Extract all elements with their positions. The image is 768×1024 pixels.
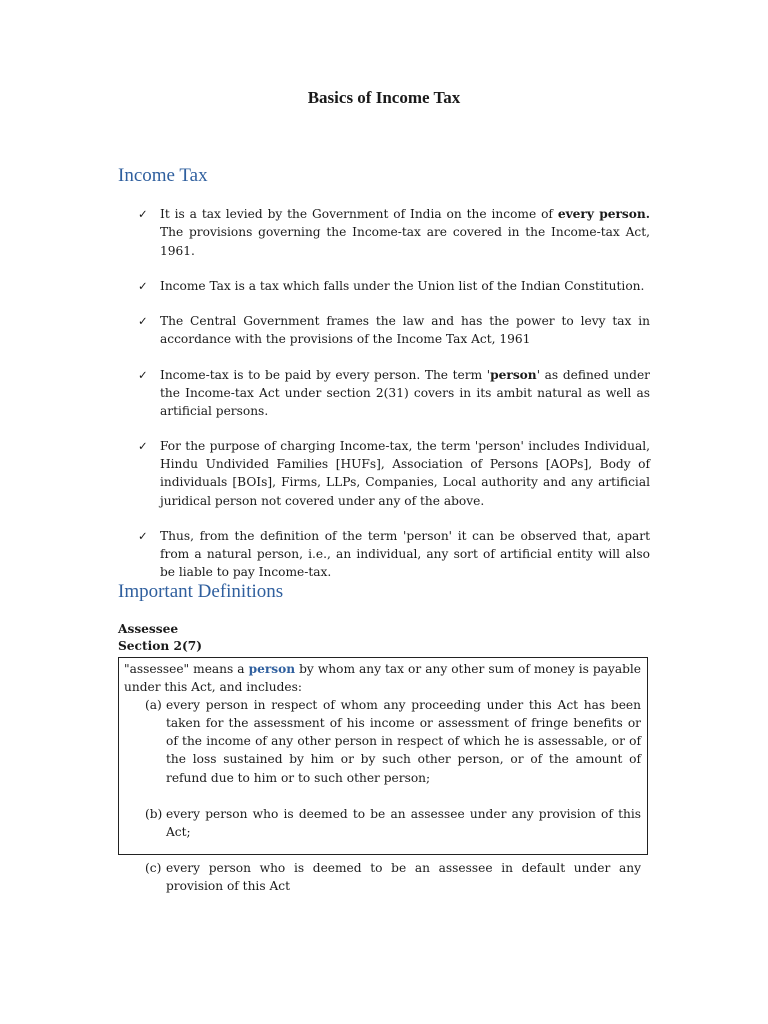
bullet-item: [118, 277, 650, 295]
definition-item: [124, 696, 641, 786]
spacer: [118, 349, 650, 366]
bullet-item: [118, 366, 650, 421]
section-heading-important-definitions: Important Definitions: [118, 581, 284, 602]
definition-item: [124, 805, 641, 841]
document-title: Basics of Income Tax: [307, 88, 461, 107]
check-mark-icon: ✓: [138, 528, 148, 543]
check-mark-icon: ✓: [138, 438, 148, 453]
definition-section-ref: Section 2(7): [118, 639, 202, 653]
definition-item-list: [124, 696, 641, 895]
definition-intro: [124, 660, 641, 696]
bullet-item: [118, 437, 650, 510]
definition-intro-text: by whom any tax or any other sum of money is payable under this Act, and includes:: [124, 662, 641, 695]
definition-intro-text: "assessee" means a: [124, 662, 249, 676]
item-marker: (c): [145, 860, 162, 875]
bullet-text: The Central Government frames the law and has the power to levy tax in accordance with the provisions of the Income Tax Act, 1961: [160, 314, 650, 347]
bullet-text: The provisions governing the Income-tax are covered in the Income-tax Act, 1961.: [160, 225, 650, 258]
bullet-item: [118, 312, 650, 349]
definition-term: Assessee: [118, 622, 179, 636]
spacer: [118, 260, 650, 277]
section-heading-income-tax: Income Tax: [118, 165, 208, 186]
bullet-text: It is a tax levied by the Government of India on the income of: [160, 207, 558, 221]
item-text: every person who is deemed to be an assessee under any provision of this Act;: [166, 806, 641, 839]
item-text: every person who is deemed to be an assessee in default under any provision of this Act: [166, 860, 641, 893]
bullet-text: Income-tax is to be paid by every person. The term ': [160, 367, 491, 382]
item-marker: (a): [145, 698, 162, 713]
spacer: [124, 787, 641, 805]
income-tax-bullet-list: [118, 205, 650, 582]
spacer: [118, 421, 650, 437]
definition-box: [118, 657, 648, 893]
check-mark-icon: ✓: [138, 207, 148, 221]
check-mark-icon: ✓: [138, 367, 148, 382]
bullet-item: [118, 205, 650, 260]
definition-item: [124, 859, 641, 895]
bullet-text: ' as defined under the Income-tax Act under section 2(31) covers in its ambit natural as well as artificial persons.: [160, 367, 650, 419]
item-marker: (b): [145, 806, 163, 821]
bullet-item: [118, 527, 650, 582]
person-term-highlight: person: [248, 662, 296, 676]
item-text: every person in respect of whom any proceeding under this Act has been taken for the assessment of his income or assessment of fringe benefits or of the income of any other person in respect of which he is assessable, or of the loss sustained by him or by such other person, or of the amount of refund due to him or to such other person;: [166, 698, 641, 785]
check-mark-icon: ✓: [138, 278, 148, 293]
bullet-text: For the purpose of charging Income-tax, the term 'person' includes Individual, Hindu Undivided Families [HUFs], Association of Persons [AOPs], Body of individuals [BOIs], Firms, LLPs, Companies, Local authority and any artificial juridical person not covered under any of the above.: [160, 438, 650, 508]
check-mark-icon: ✓: [138, 314, 148, 329]
bullet-text: Income Tax is a tax which falls under the Union list of the Indian Constitution.: [160, 278, 645, 293]
spacer: [124, 841, 641, 859]
bullet-bold-text: every person.: [557, 207, 650, 221]
spacer: [118, 295, 650, 312]
spacer: [118, 510, 650, 527]
bullet-text: Thus, from the definition of the term 'person' it can be observed that, apart from a natural person, i.e., an individual, any sort of artificial entity will also be liable to pay Income-tax.: [160, 528, 650, 580]
bullet-bold-text: person: [490, 367, 537, 382]
